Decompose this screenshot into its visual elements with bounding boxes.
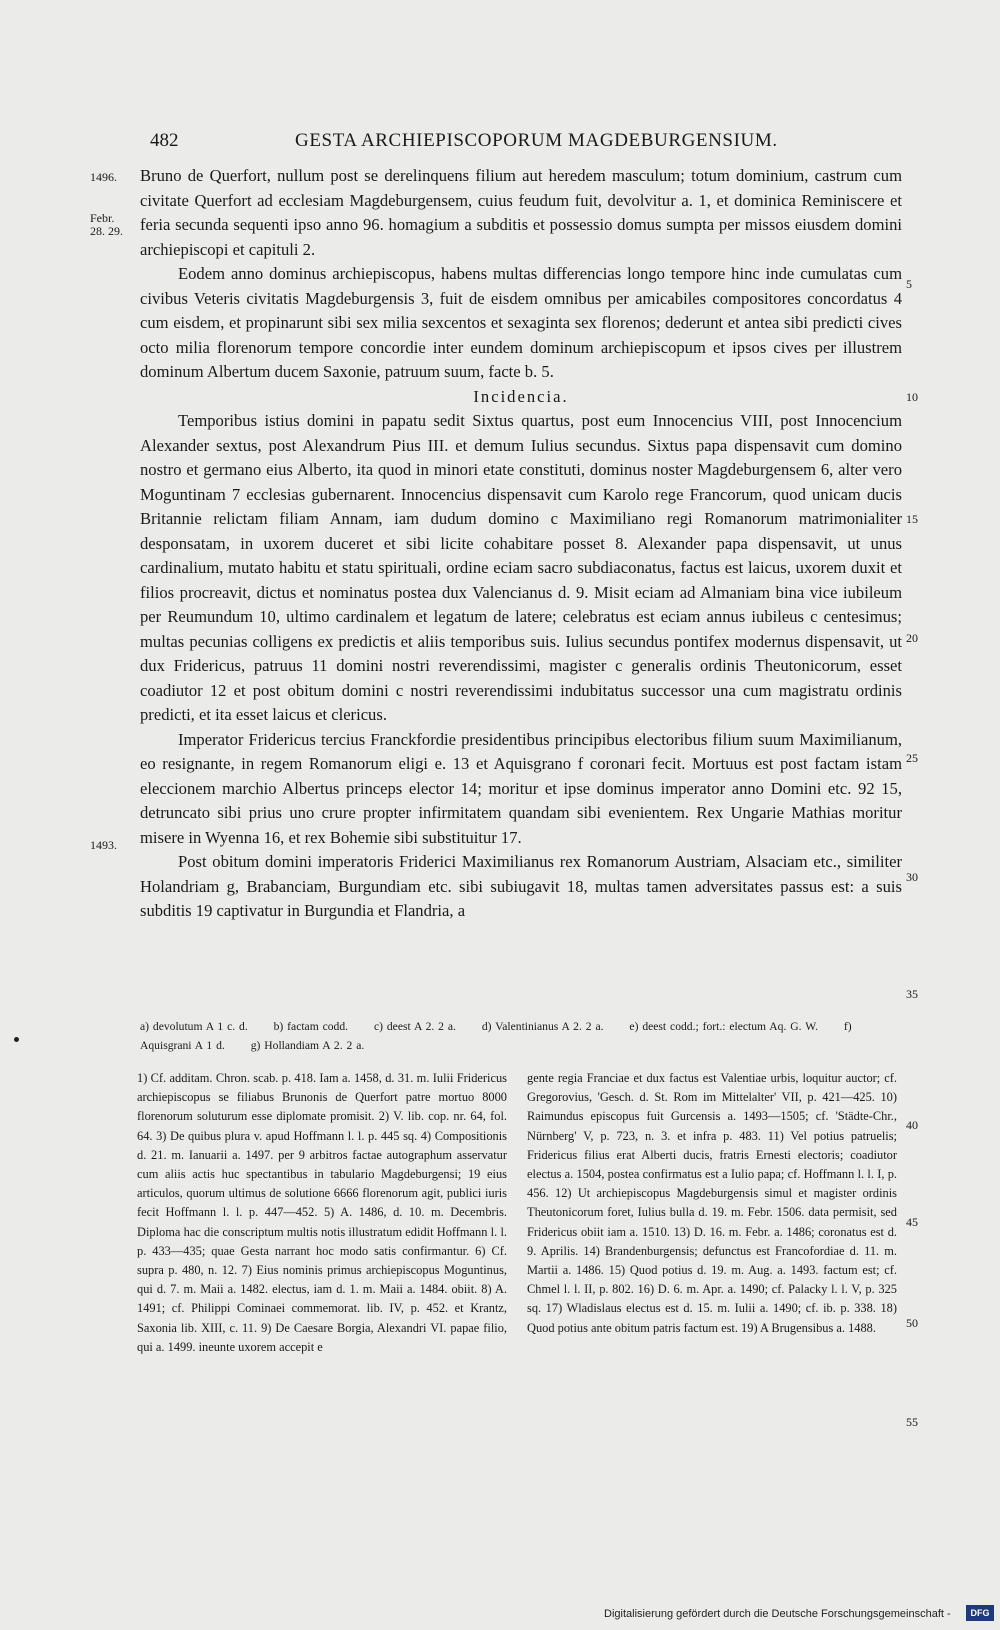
dfg-logo: DFG [966, 1605, 994, 1621]
critical-apparatus [140, 1017, 902, 1055]
line-number-40: 40 [906, 1118, 918, 1132]
apparatus-note-f: f) Aquisgrani A 1 d. [140, 1020, 852, 1052]
line-number-55: 55 [906, 1415, 918, 1429]
apparatus-note-e: e) deest codd.; fort.: electum Aq. G. W. [629, 1020, 819, 1033]
line-number-30: 30 [906, 870, 918, 884]
line-number-50: 50 [906, 1316, 918, 1330]
page-number: 482 [150, 130, 179, 151]
apparatus-note-b: b) factam codd. [273, 1020, 349, 1033]
running-header [140, 130, 900, 160]
paragraph-maximilian: Post obitum domini imperatoris Friderici Maximilianus rex Romanorum Austriam, Alsaciam etc., similiter Holandriam g, Brabanciam, Burgundiam etc. sibi subiugavit 18, multas tamen adversitates passus est: a suis subditis 19 captivatur in Burgundia et Flandria, a [140, 852, 902, 920]
line-number-5: 5 [906, 277, 912, 291]
footnotes-left-text: 1) Cf. additam. Chron. scab. p. 418. Iam a. 1458, d. 31. m. Iulii Fridericus archiepiscopus se filiabus Brunonis de Querfort patre mortuo 8000 florenorum soluturum esse diplomate promisit. 2) V. lib. cop. nr. 64, fol. 64. 3) De quibus plura v. apud Hoffmann l. l. p. 445 sq. 4) Compositionis d. 21. m. Ianuarii a. 1497. per 9 arbitros factae autographum asservatur cum aliis actis huc spectantibus in tabulario Magdeburgensi; 19 eius articulos, quorum ultimus de solutione 6666 florenorum agit, publici iuris fecit Hoffmann l. l. p. 447—452. 5) A. 1486, d. 10. m. Decembris. Diploma hac die conscriptum multis notis illustratum edidit Hoffmann l. l. p. 433—435; quae Gesta narrant hoc modo satis confirmantur. 6) Cf. supra p. 480, n. 12. 7) Eius nominis primus archiepiscopus Moguntinus, qui d. 7. m. Maii a. 1482. electus, iam d. 1. m. Maii a. 1484. obiit. 8) A. 1491; cf. Philippi Cominaei commemorat. lib. IV, p. 452. et Krantz, Saxonia lib. XIII, c. 11. 9) De Caesare Borgia, Alexandri VI. papae filio, qui a. 1499. ineunte uxorem accepit e [137, 1071, 507, 1354]
margin-dot [14, 1037, 19, 1042]
main-text [140, 164, 902, 924]
margin-year-1493: 1493. [90, 838, 117, 852]
running-title: GESTA ARCHIEPISCOPORUM MAGDEBURGENSIUM. [295, 130, 778, 151]
line-number-35: 35 [906, 987, 918, 1001]
footnotes-left-column [137, 1069, 507, 1357]
paragraph-popes: Temporibus istius domini in papatu sedit Sixtus quartus, post eum Innocencius VIII, post Innocencium Alexander sextus, post Alexandrum Pius III. et demum Iulius secundus. Sixtus papa dispensavit cum domino nostro et germano eius Alberto, ita quod in minori etate constituti, dominus noster Magdeburgensem 6, alter vero Moguntinam 7 ecclesias gubernarent. Innocencius dispensavit cum Karolo rege Francorum, quod unicam ducis Britannie relictam filiam Annam, iam dudum domino c Maximiliano regi Romanorum matrimonialiter desponsatam, in uxorem duceret et sibi licite cohabitare posset 8. Alexander papa dispensavit, ut unus cardinalium, mutato habitu et statu spirituali, ordine eciam sacro subdiaconatus, factus est laicus, uxorem duxit et filios procreavit, dictus et nominatus postea dux Valencianus d. 9. Misit eciam ad Almaniam bina vice iubileum per Reumundum 10, ultimo cardinalem et legatum de latere; celebratus est eciam annus iubileus c centesimus; multas pecunias colligens ex predictis et aliis temporibus suis. Iulius secundus pontifex modernus dispensavit, ut dux Fridericus, patruus 11 domini nostri reverendissimi, magister c generalis ordinis Theutonicorum, esset coadiutor 12 et post obitum domini c nostri reverendissimi indubitatus successor una cum magistratu ordinis predicti, et ita esset laicus et clericus. [140, 411, 902, 724]
line-number-10: 10 [906, 390, 918, 404]
line-number-15: 15 [906, 512, 918, 526]
line-number-25: 25 [906, 751, 918, 765]
line-number-20: 20 [906, 631, 918, 645]
footnotes-right-column [527, 1069, 897, 1338]
apparatus-note-a: a) devolutum A 1 c. d. [140, 1020, 248, 1033]
paragraph-concordia: Eodem anno dominus archiepiscopus, habens multas differencias longo tempore hinc inde cumulatas cum civibus Veteris civitatis Magdeburgensis 3, fuit de eisdem omnibus per amicabiles compositores concordatus 4 cum eisdem, et propinarunt sibi sex milia sexcentos et sexaginta sex florenos; dederunt et antea sibi predicti cives octo milia florenorum tempore concordie inter eundem dominum archiepiscopum et ipsos cives per illustrem dominum Albertum ducem Saxonie, patruum suum, facte b. 5. [140, 264, 902, 381]
paragraph-bruno: Bruno de Querfort, nullum post se derelinquens filium aut heredem masculum; totum dominium, castrum cum civitate Querfort ad ecclesiam Magdeburgensem, cuius feudum fuit, devolvitur a. 1, et dominica Reminiscere et feria secunda sequenti ipso anno 96. homagium a subditis et possessio domus sumpta per missos eiusdem domini archiepiscopi et capituli 2. [140, 166, 902, 259]
section-heading-incidencia: Incidencia. [473, 386, 569, 406]
line-number-45: 45 [906, 1215, 918, 1229]
margin-date-days: 28. 29. [90, 224, 123, 238]
paragraph-emperor: Imperator Fridericus tercius Franckfordie presidentibus principibus electoribus filium suum Maximilianum, eo resignante, in regem Romanorum eligi e. 13 et Aquisgrano f coronari fecit. Mortuus est post factam istam eleccionem marchio Albertus princeps elector 14; moritur et ipse dominus imperator anno Domini etc. 92 15, detruncato sibi prius uno crure propter infirmitatem quandam sibi evenientem. Rex Ungarie Mathias moritur misere in Wyenna 16, et rex Bohemie sibi substituitur 17. [140, 729, 902, 847]
footnotes-right-text: gente regia Franciae et dux factus est Valentiae urbis, loquitur auctor; cf. Gregorovius, 'Gesch. d. St. Rom im Mittelalter' VII, p. 421—425. 10) Raimundus episcopus fuit Gurcensis a. 1493—1505; cf. 'Städte-Chr., Nürnberg' V, p. 723, n. 3. et infra p. 483. 11) Vel potius patruelis; Fridericus filius erat Alberti ducis, fratris Ernesti electoris; coadiutor electus a. 1504, postea confirmatus est a Iulio papa; cf. Hoffmann l. l. I, p. 456. 12) Ut archiepiscopus Magdeburgensis simul et magister ordinis Theutonicorum foret, Iulius bulla d. 19. m. Febr. 1506. data permisit, sed Fridericus obiit iam a. 1510. 13) D. 16. m. Febr. a. 1486; coronatus est d. 9. Aprilis. 14) Brandenburgensis; defunctus est Francofordiae d. 11. m. Martii a. 1486. 15) Quod potius d. 19. m. Aug. a. 1493. factum est; cf. Chmel l. l. II, p. 802. 16) D. 6. m. Apr. a. 1490; cf. Palacky l. l. V, p. 325 sq. 17) Wladislaus electus est d. 15. m. Iulii a. 1490; cf. ib. p. 338. 18) Quod potius ante obitum patris factum est. 19) A Brugensibus a. 1488. [527, 1071, 897, 1335]
margin-year-1496: 1496. [90, 170, 117, 184]
apparatus-note-d: d) Valentinianus A 2. 2 a. [481, 1020, 604, 1033]
apparatus-note-g: g) Hollandiam A 2. 2 a. [250, 1039, 365, 1052]
digitization-credit: Digitalisierung gefördert durch die Deutsche Forschungsgemeinschaft - [604, 1608, 951, 1620]
apparatus-note-c: c) deest A 2. 2 a. [373, 1020, 456, 1033]
margin-date-febr: Febr. [90, 211, 115, 225]
